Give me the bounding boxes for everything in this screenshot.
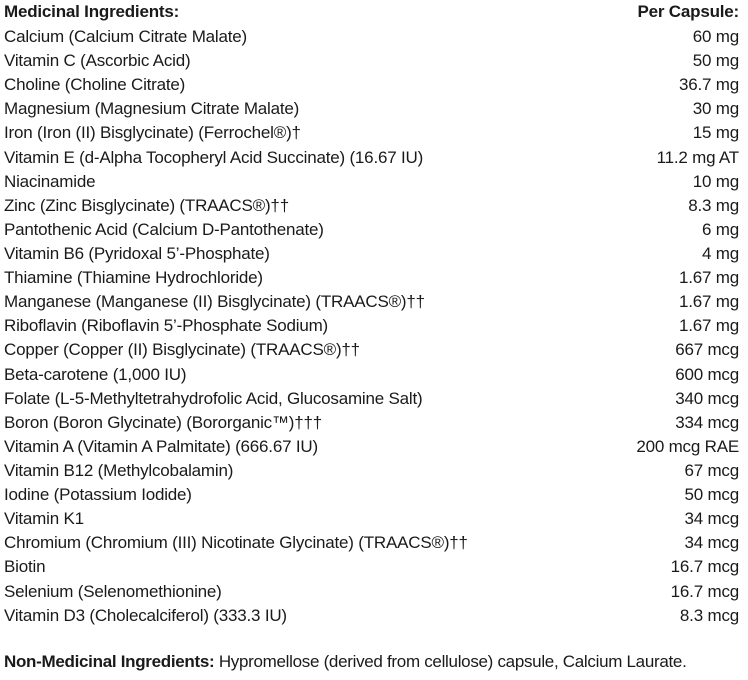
ingredient-row <box>4 266 739 290</box>
ingredient-row <box>4 483 739 507</box>
ingredient-amount: 1.67 mg <box>678 268 739 288</box>
ingredient-amount: 16.7 mcg <box>670 557 739 577</box>
ingredient-name: Calcium (Calcium Citrate Malate) <box>4 27 247 46</box>
ingredient-row <box>4 435 739 459</box>
ingredient-name: Vitamin A (Vitamin A Palmitate) (666.67 IU) <box>4 436 318 456</box>
ingredients-table-header <box>4 2 739 24</box>
ingredient-amount: 16.7 mcg <box>670 581 739 601</box>
ingredient-amount: 60 mg <box>692 27 739 46</box>
ingredient-amount: 15 mg <box>692 123 739 143</box>
ingredient-amount: 67 mcg <box>684 460 739 480</box>
ingredient-row <box>4 25 739 49</box>
ingredient-name: Boron (Boron Glycinate) (Bororganic™)††† <box>4 412 322 432</box>
ingredient-name: Zinc (Zinc Bisglycinate) (TRAACS®)†† <box>4 195 289 215</box>
ingredient-amount: 8.3 mg <box>688 195 739 215</box>
ingredient-row <box>4 363 739 387</box>
ingredient-amount: 34 mcg <box>684 533 739 553</box>
ingredient-row <box>4 314 739 338</box>
ingredient-row <box>4 49 739 73</box>
non-medicinal-text: Hypromellose (derived from cellulose) capsule, Calcium Laurate. <box>214 652 687 671</box>
ingredient-amount: 6 mg <box>702 219 739 239</box>
ingredient-name: Niacinamide <box>4 171 96 191</box>
non-medicinal-heading: Non-Medicinal Ingredients: <box>4 652 215 671</box>
ingredient-row <box>4 459 739 483</box>
ingredient-row <box>4 604 739 628</box>
ingredient-row <box>4 97 739 121</box>
ingredient-name: Thiamine (Thiamine Hydrochloride) <box>4 268 263 288</box>
ingredient-row <box>4 242 739 266</box>
ingredient-amount: 600 mcg <box>675 364 739 384</box>
ingredient-amount: 11.2 mg AT <box>656 147 739 167</box>
ingredient-name: Selenium (Selenomethionine) <box>4 581 222 601</box>
ingredient-amount: 30 mg <box>692 99 739 119</box>
ingredient-amount: 34 mcg <box>684 509 739 529</box>
ingredient-name: Vitamin K1 <box>4 509 84 529</box>
ingredient-name: Biotin <box>4 557 46 577</box>
ingredient-row <box>4 218 739 242</box>
ingredient-row <box>4 411 739 435</box>
ingredient-amount: 50 mcg <box>684 485 739 505</box>
ingredient-name: Vitamin C (Ascorbic Acid) <box>4 51 191 71</box>
ingredient-amount: 340 mcg <box>675 388 739 408</box>
ingredient-name: Vitamin D3 (Cholecalciferol) (333.3 IU) <box>4 605 287 625</box>
ingredient-name: Iron (Iron (II) Bisglycinate) (Ferrochel®)† <box>4 123 301 143</box>
ingredient-name: Riboflavin (Riboflavin 5’-Phosphate Sodium) <box>4 316 329 336</box>
medicinal-ingredients-list <box>4 25 739 628</box>
ingredient-amount: 8.3 mcg <box>679 605 739 625</box>
non-medicinal-ingredients <box>4 652 748 672</box>
ingredient-amount: 1.67 mg <box>678 316 739 336</box>
ingredient-name: Copper (Copper (II) Bisglycinate) (TRAACS®)†† <box>4 340 360 360</box>
ingredient-row <box>4 290 739 314</box>
ingredient-name: Pantothenic Acid (Calcium D-Pantothenate) <box>4 219 324 239</box>
ingredient-row <box>4 580 739 604</box>
ingredient-amount: 200 mcg RAE <box>636 436 739 456</box>
per-capsule-heading: Per Capsule: <box>637 2 739 21</box>
ingredient-row <box>4 73 739 97</box>
ingredient-amount: 334 mcg <box>675 412 739 432</box>
ingredient-row <box>4 194 739 218</box>
ingredient-name: Magnesium (Magnesium Citrate Malate) <box>4 99 300 119</box>
ingredient-row <box>4 387 739 411</box>
ingredient-amount: 36.7 mg <box>678 75 739 95</box>
ingredient-amount: 50 mg <box>692 51 739 71</box>
ingredient-row <box>4 507 739 531</box>
ingredient-amount: 1.67 mg <box>678 292 739 312</box>
ingredient-row <box>4 555 739 579</box>
ingredient-row <box>4 121 739 145</box>
ingredient-row <box>4 170 739 194</box>
ingredient-name: Iodine (Potassium Iodide) <box>4 485 192 505</box>
ingredient-amount: 667 mcg <box>675 340 739 360</box>
ingredient-row <box>4 338 739 362</box>
ingredient-name: Manganese (Manganese (II) Bisglycinate) (TRAACS®)†† <box>4 292 425 312</box>
ingredient-name: Beta-carotene (1,000 IU) <box>4 364 187 384</box>
ingredient-name: Vitamin B12 (Methylcobalamin) <box>4 460 234 480</box>
ingredient-name: Folate (L-5-Methyltetrahydrofolic Acid, Glucosamine Salt) <box>4 388 423 408</box>
ingredient-amount: 10 mg <box>692 171 739 191</box>
ingredient-name: Choline (Choline Citrate) <box>4 75 186 95</box>
ingredient-name: Chromium (Chromium (III) Nicotinate Glycinate) (TRAACS®)†† <box>4 533 468 553</box>
ingredient-row <box>4 146 739 170</box>
ingredient-name: Vitamin B6 (Pyridoxal 5’-Phosphate) <box>4 243 270 263</box>
ingredient-name: Vitamin E (d-Alpha Tocopheryl Acid Succinate) (16.67 IU) <box>4 147 424 167</box>
medicinal-ingredients-heading: Medicinal Ingredients: <box>4 2 180 21</box>
ingredient-row <box>4 531 739 555</box>
ingredient-amount: 4 mg <box>702 243 739 263</box>
